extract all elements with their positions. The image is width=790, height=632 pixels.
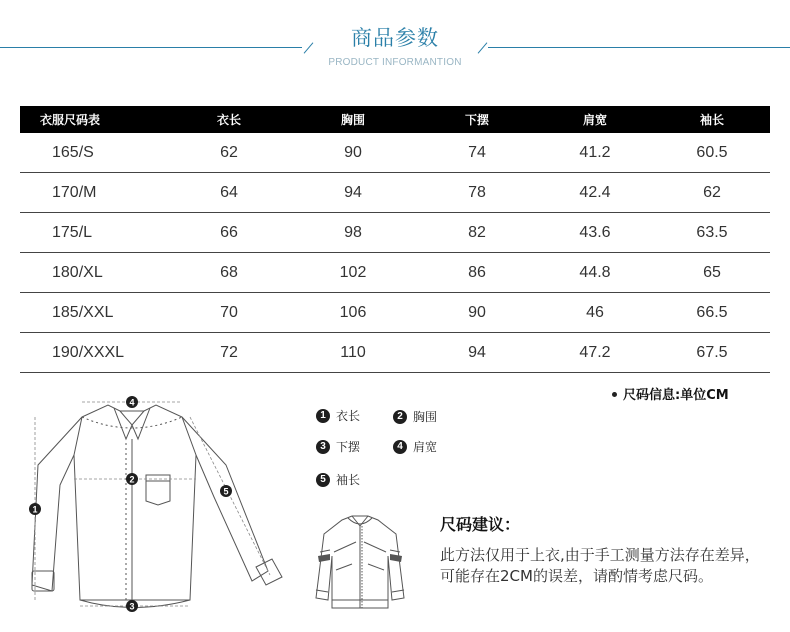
marker-5-label: 5 [223, 486, 229, 497]
column-header-sleeve: 袖长 [699, 113, 724, 127]
table-cell: 82 [468, 223, 486, 241]
table-row [20, 333, 770, 373]
table-cell: 60.5 [696, 143, 728, 161]
table-cell: 98 [344, 223, 362, 241]
legend-number-icon: 1 [316, 409, 330, 423]
table-cell: 63.5 [696, 223, 728, 241]
legend-item-sleeve [316, 471, 360, 488]
table-cell: 165/S [52, 143, 94, 161]
table-cell: 90 [468, 303, 486, 321]
legend-number-icon: 5 [316, 473, 330, 487]
column-header-length: 衣长 [216, 113, 241, 127]
legend-item-shoulder [393, 438, 437, 455]
table-cell: 68 [220, 263, 238, 281]
advice-title: 尺码建议： [440, 515, 521, 534]
table-cell: 90 [344, 143, 362, 161]
table-row [20, 253, 770, 293]
table-cell: 175/L [52, 223, 93, 241]
legend-item-hem [316, 438, 360, 455]
size-table [20, 106, 770, 373]
table-cell: 62 [220, 143, 238, 161]
table-cell: 46 [586, 303, 604, 321]
legend-label: 肩宽 [413, 440, 438, 454]
table-cell: 70 [220, 303, 238, 321]
legend-label: 下摆 [336, 440, 361, 454]
table-cell: 64 [220, 183, 238, 201]
legend-label: 胸围 [413, 410, 438, 424]
table-cell: 44.8 [579, 263, 611, 281]
marker-2-label: 2 [129, 474, 135, 485]
unit-note [612, 384, 729, 403]
table-cell: 185/XXL [52, 303, 114, 321]
table-cell: 110 [340, 343, 366, 361]
legend-item-length [316, 407, 360, 424]
table-cell: 72 [220, 343, 238, 361]
column-header-size: 衣服尺码表 [40, 113, 101, 127]
table-cell: 67.5 [696, 343, 728, 361]
table-row [20, 213, 770, 253]
shirt-measurement-diagram [20, 395, 320, 630]
legend-item-chest [393, 408, 437, 425]
column-header-shoulder: 肩宽 [582, 113, 607, 127]
table-header-row [20, 106, 770, 133]
advice-text: 此方法仅用于上衣,由于手工测量方法存在差异，可能存在2CM的误差，请酌情考虑尺码。 [440, 546, 760, 585]
table-cell: 94 [344, 183, 362, 201]
table-cell: 66 [220, 223, 238, 241]
legend-number-icon: 4 [393, 440, 407, 454]
column-header-chest: 胸围 [340, 113, 365, 127]
table-row [20, 173, 770, 213]
table-cell: 41.2 [579, 143, 611, 161]
table-cell: 86 [468, 263, 486, 281]
legend-label: 衣长 [336, 409, 361, 423]
unit-note-text: 尺码信息:单位CM [623, 388, 729, 403]
marker-4-label: 4 [129, 397, 135, 408]
table-cell: 62 [703, 183, 721, 201]
table-cell: 74 [468, 143, 486, 161]
table-cell: 170/M [52, 183, 97, 201]
table-cell: 102 [339, 263, 367, 281]
table-cell: 180/XL [52, 263, 103, 281]
table-cell: 190/XXXL [52, 343, 125, 361]
column-header-hem: 下摆 [464, 113, 489, 127]
table-cell: 66.5 [696, 303, 728, 321]
table-row [20, 133, 770, 173]
section-subtitle: PRODUCT INFORMANTION [328, 57, 462, 68]
jacket-illustration [312, 512, 408, 612]
table-row [20, 293, 770, 333]
table-cell: 78 [468, 183, 486, 201]
table-cell: 47.2 [579, 343, 611, 361]
legend-number-icon: 2 [393, 410, 407, 424]
marker-1-label: 1 [32, 504, 38, 515]
table-cell: 42.4 [579, 183, 611, 201]
legend-number-icon: 3 [316, 440, 330, 454]
table-cell: 43.6 [579, 223, 611, 241]
marker-3-label: 3 [129, 601, 135, 612]
bullet-icon [612, 392, 617, 397]
section-title: 商品参数 [351, 26, 439, 50]
table-cell: 94 [468, 343, 486, 361]
table-cell: 65 [703, 263, 721, 281]
table-cell: 106 [339, 303, 367, 321]
legend-label: 袖长 [336, 473, 361, 487]
